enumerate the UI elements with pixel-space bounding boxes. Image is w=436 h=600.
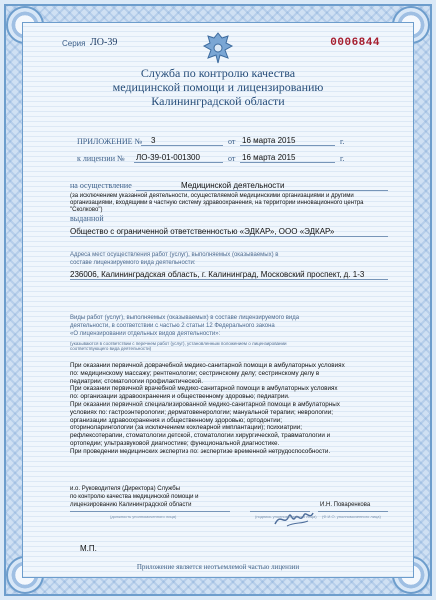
coat-of-arms-icon [198,28,238,68]
stamp-label: М.П. [80,544,97,553]
appendix-date: 16 марта 2015 [242,136,296,145]
title-line-1: Служба по контролю качества [140,66,296,80]
license-year-suffix: г. [340,154,345,163]
signatory-position-line-2: по контролю качества медицинской помощи и [70,494,199,500]
document-number: 0006844 [330,37,380,49]
services-list-line: При оказании первичной врачебной медико-санитарной помощи в амбулаторных условиях [70,385,338,393]
issuing-authority-title [70,66,366,108]
works-hint-line-2: соответствующего вида деятельности) [70,346,152,351]
works-hint-line-1: (указываются в соответствии с перечнем работ (услуг), установленным положением о лицензировании [70,341,287,346]
address-heading-line-2: составе лицензируемого вида деятельности: [70,260,196,266]
name-line [318,511,388,512]
name-caption: (Ф.И.О. уполномоченного лица) [322,514,381,519]
services-list-line: условиях по: гастроэнтерологии; дерматовенерологии; мануальной терапии; неврологии; [70,408,333,416]
appendix-date-line [240,145,335,146]
license-number-line [134,162,223,163]
signature-caption: (подпись уполномоченного лица) [255,514,317,519]
services-list-line: При оказании первичной специализированной медико-санитарной помощи в амбулаторных [70,400,340,408]
signatory-name: И.Н. Поваренкова [320,502,371,508]
title-line-3: Калининградской области [151,94,285,108]
address-heading-line-1: Адреса мест осуществления работ (услуг), выполняемых (оказываемых) в [70,252,279,258]
appendix-number-line [141,145,223,146]
organization-line [70,236,388,237]
series-label: Серия [62,39,86,48]
implementation-label: на осуществление [70,181,132,190]
license-date-label: от [228,154,236,163]
address-value: 236006, Калининградская область, г. Калининград, Московский проспект, д. 1-3 [70,270,365,279]
organization-name: Общество с ограниченной ответственностью «ЭДКАР», ООО «ЭДКАР» [70,227,335,236]
appendix-date-label: от [228,137,236,146]
signature-line [250,511,310,512]
series-value: ЛО-39 [90,37,118,48]
signatory-position-line-1: и.о. Руководителя (Директора) Службы [70,486,181,492]
services-list-line: оториноларингологии (за исключением кохлеарной имплантации); психиатрии; [70,424,302,432]
works-heading-line-2: деятельности, в соответствии с частью 2 статьи 12 Федерального закона [70,323,275,329]
position-line [70,511,230,512]
license-label: к лицензии № [77,154,125,163]
license-date-line [240,162,335,163]
appendix-number: 3 [151,136,156,145]
license-number: ЛО-39-01-001300 [136,153,200,162]
services-list-line: педиатрии; стоматологии профилактической. [70,377,203,385]
services-list-line: ортопедии; ультразвуковой диагностике; функциональной диагностике. [70,439,280,447]
appendix-year-suffix: г. [340,137,345,146]
issued-label: выданной [70,214,104,223]
services-list-line: рефлексотерапии, стоматологии детской, стоматологии хирургической, травматологии и [70,432,331,440]
services-list-line: по: организации здравоохранения и общественному здоровью; педиатрии. [70,393,290,401]
works-heading-line-1: Виды работ (услуг), выполняемых (оказываемых) в составе лицензируемого вида [70,315,300,321]
position-caption: (должность уполномоченного лица) [110,514,177,519]
signatory-position-line-3: лицензированию Калининградской области [70,502,192,508]
services-list-line: При проведении медицинских экспертиз по: экспертизе временной нетрудоспособности. [70,447,331,455]
license-date: 16 марта 2015 [242,153,296,162]
services-list-line: по: медицинскому массажу; рентгенологии; сестринскому делу; сестринскому делу в [70,369,320,377]
title-line-2: медицинской помощи и лицензированию [112,80,324,94]
services-list-line: организации здравоохранения и общественному здоровью; ортодонтии; [70,416,283,424]
appendix-label: ПРИЛОЖЕНИЕ № [77,137,143,146]
activity-note: (за исключением указанной деятельности, осуществляемой медицинскими организациями и другими организациями, входящими в частную систему здравоохранения, на территории инновационного центра "Сколково") [70,193,364,213]
footer-note: Приложение является неотъемлемой частью лицензии [136,563,300,571]
activity-line [136,190,388,191]
address-line [70,279,388,280]
works-heading-line-3: «О лицензировании отдельных видов деятельности»: [70,331,221,337]
services-list [70,362,390,456]
services-list-line: При оказании первичной доврачебной медико-санитарной помощи в амбулаторных условиях [70,362,345,369]
activity-value: Медицинской деятельности [181,181,285,190]
